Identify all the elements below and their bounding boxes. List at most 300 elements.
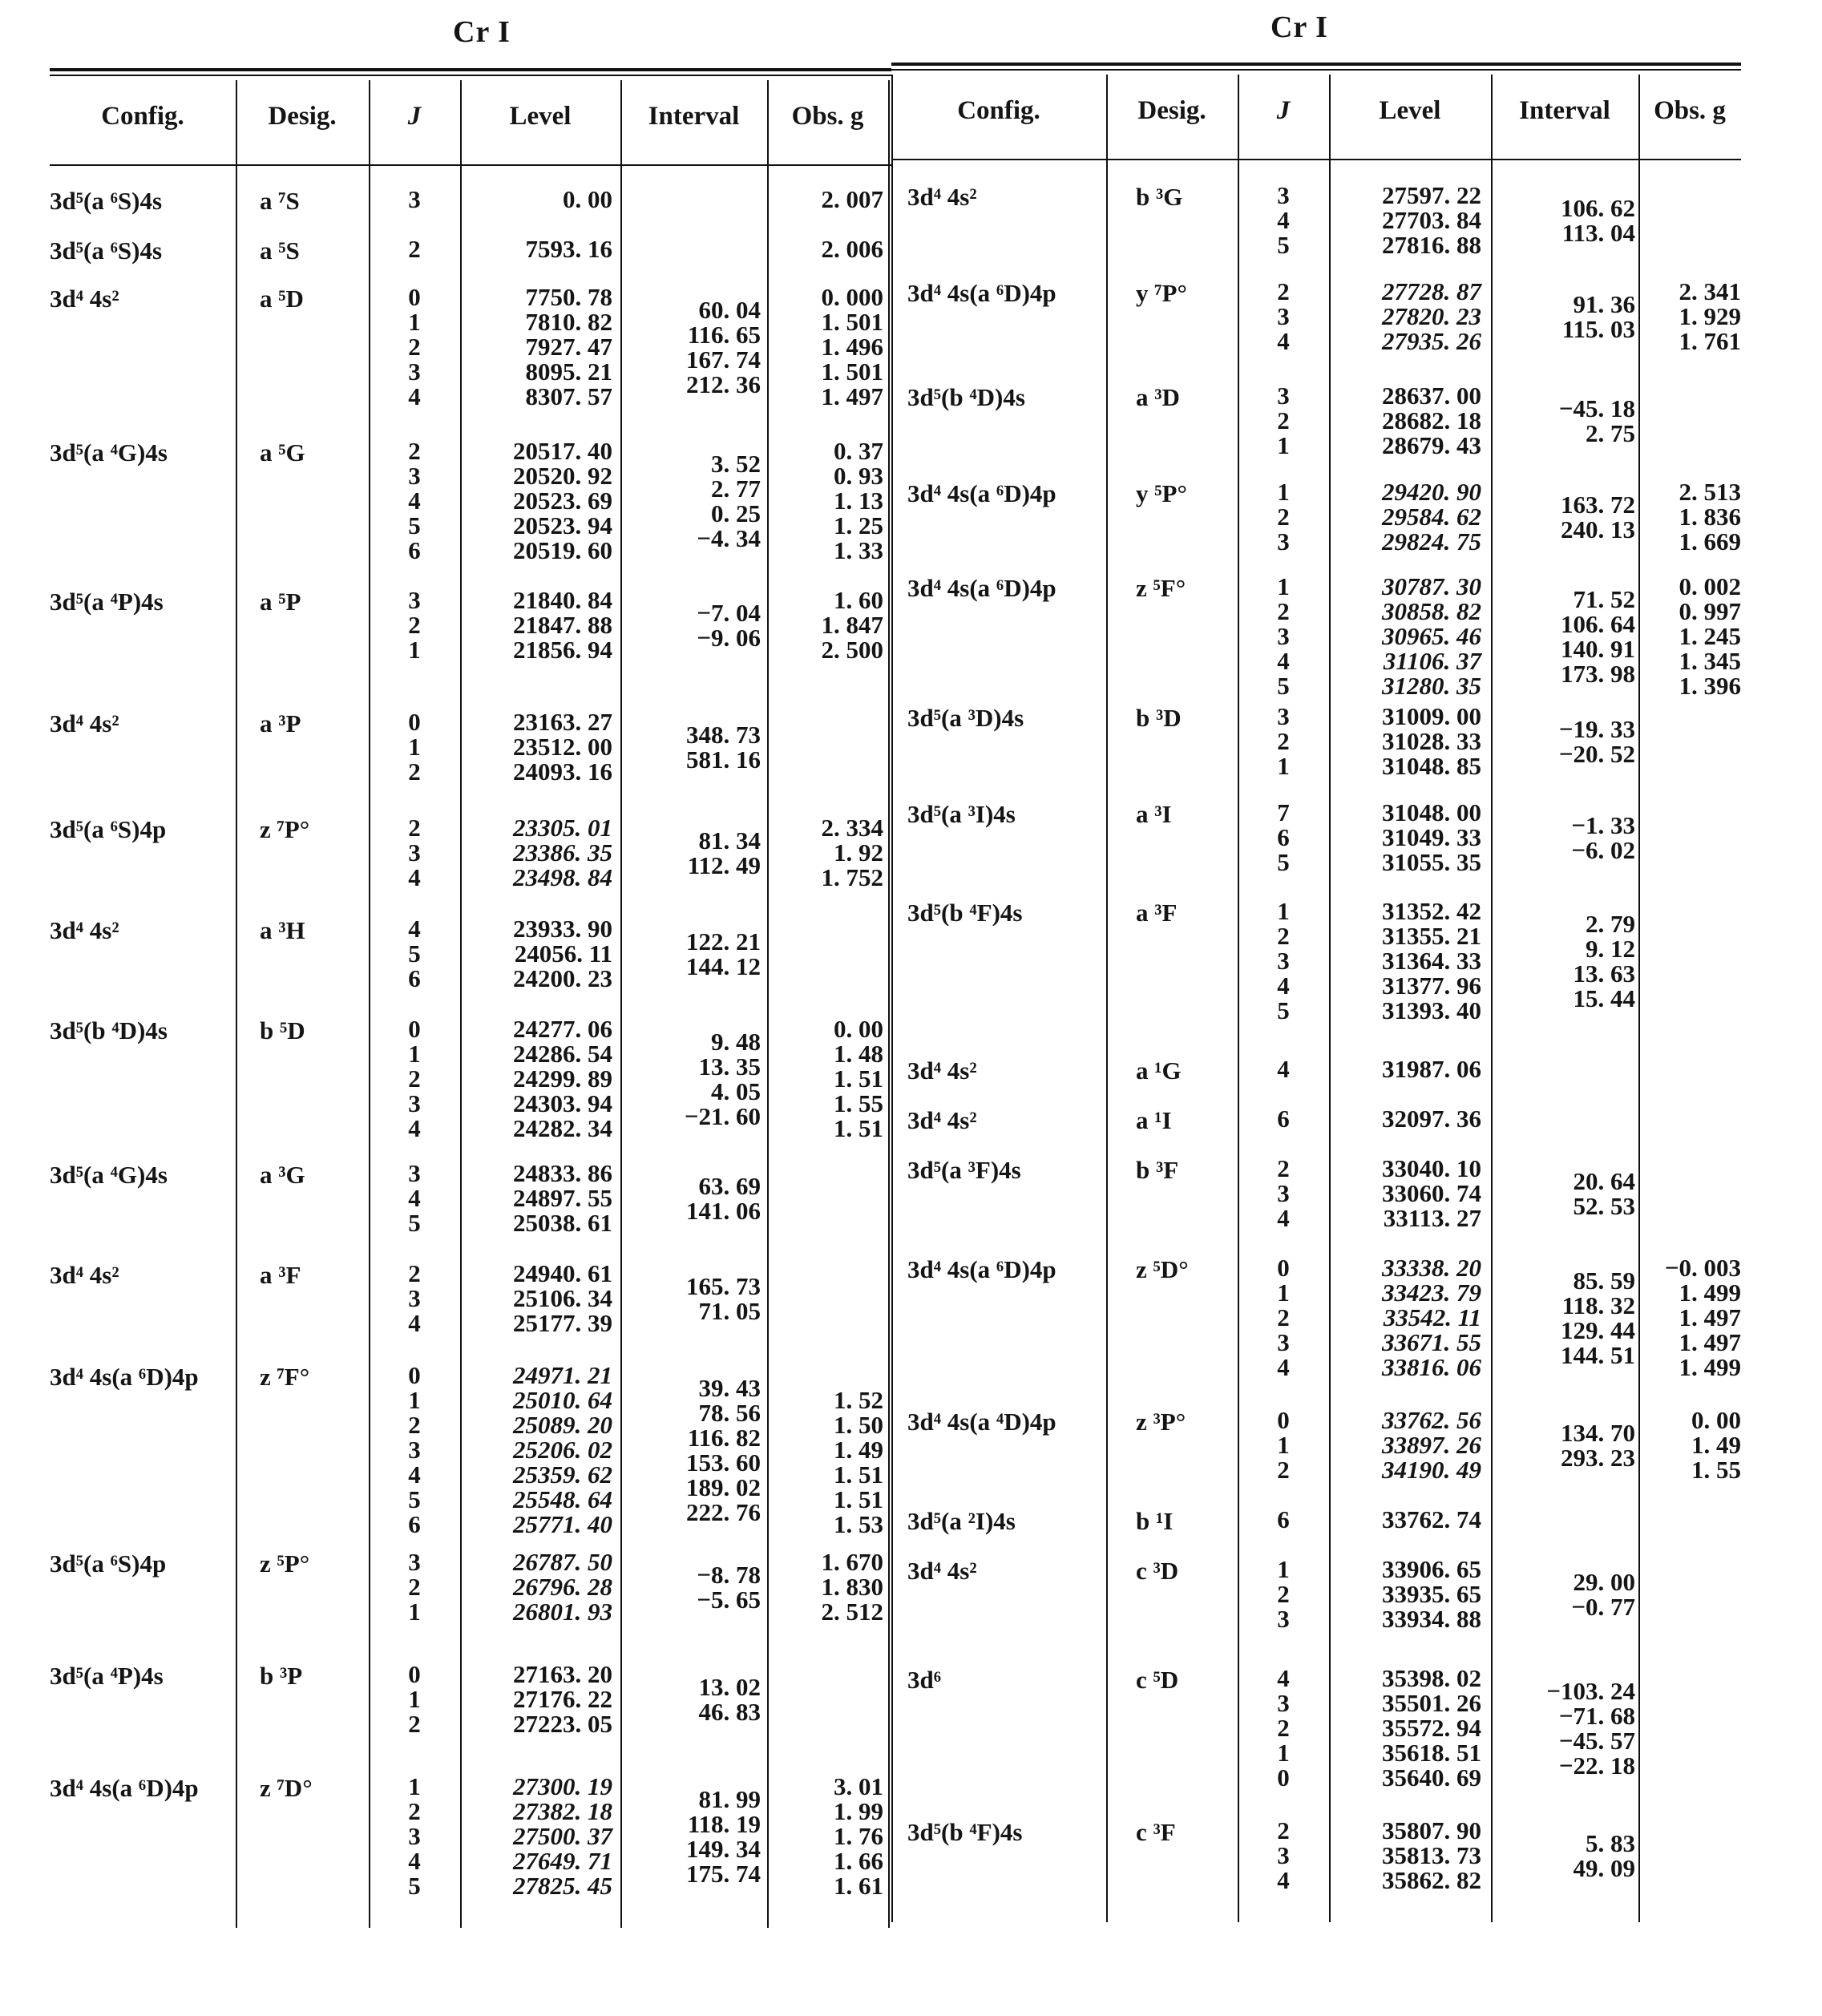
interval-value: 348. 73 [686, 721, 761, 749]
j-value: 3 [1277, 1605, 1290, 1633]
interval-value: 144. 51 [1561, 1341, 1635, 1369]
obs-g-value: 2. 513 [1679, 478, 1741, 506]
level-value: 24940. 61 [513, 1259, 612, 1287]
interval-value: 15. 44 [1573, 984, 1635, 1012]
interval-value: 212. 36 [686, 370, 761, 398]
obs-g-value: 0. 000 [821, 283, 883, 311]
j-value: 1 [1277, 752, 1290, 780]
config-cell: 3d⁵(a ³I)4s [907, 800, 1016, 828]
obs-g-value: 1. 66 [834, 1847, 883, 1875]
obs-g-value: 0. 00 [834, 1015, 883, 1043]
j-value: 2 [1277, 1456, 1290, 1484]
level-value: 23163. 27 [513, 708, 612, 736]
designation-cell: a ³F [260, 1261, 301, 1289]
interval-value: 116. 65 [687, 321, 761, 349]
level-value: 25010. 64 [513, 1386, 612, 1414]
config-cell: 3d⁴ 4s(a ⁶D)4p [907, 1255, 1056, 1283]
j-value: 5 [1277, 672, 1290, 700]
right-page-title: Cr I [1271, 10, 1328, 44]
obs-g-value: 1. 497 [1679, 1328, 1741, 1356]
obs-g-value: 1. 501 [821, 358, 883, 386]
config-cell: 3d⁵(b ⁴D)4s [907, 383, 1025, 411]
j-value: 4 [408, 382, 421, 410]
interval-value: 20. 64 [1573, 1167, 1635, 1195]
config-cell: 3d⁵(a ⁴G)4s [50, 1161, 168, 1189]
obs-g-value: 1. 49 [834, 1436, 883, 1464]
j-value: 1 [408, 1772, 421, 1800]
config-cell: 3d⁶ [907, 1666, 942, 1694]
level-value: 21840. 84 [513, 586, 612, 614]
j-value: 1 [408, 636, 421, 664]
interval-value: 118. 32 [1561, 1291, 1635, 1319]
obs-g-value: 1. 48 [834, 1040, 883, 1068]
header-level: Level [509, 102, 572, 131]
obs-g-value: 0. 00 [1691, 1406, 1741, 1434]
j-value: 2 [408, 1797, 421, 1825]
level-value: 20519. 60 [513, 536, 612, 564]
j-value: 5 [1277, 231, 1290, 259]
level-value: 28679. 43 [1382, 431, 1481, 459]
interval-value: 60. 04 [698, 296, 761, 324]
designation-cell: b ⁵D [260, 1016, 305, 1044]
level-value: 33040. 10 [1382, 1154, 1481, 1182]
level-value: 35813. 73 [1382, 1841, 1481, 1869]
interval-value: −19. 33 [1558, 715, 1635, 743]
j-value: 5 [408, 939, 421, 968]
interval-value: 2. 79 [1586, 910, 1635, 938]
header-config: Config. [101, 102, 184, 131]
j-value: 1 [408, 1386, 421, 1414]
left-table [50, 68, 891, 1928]
level-value: 27825. 45 [513, 1872, 612, 1900]
level-value: 31028. 33 [1382, 727, 1481, 755]
level-value: 33338. 20 [1382, 1254, 1481, 1282]
config-cell: 3d⁴ 4s(a ⁴D)4p [907, 1408, 1056, 1436]
header-desig: Desig. [1137, 96, 1206, 125]
designation-cell: a ³I [1136, 800, 1172, 828]
interval-value: 222. 76 [686, 1498, 761, 1526]
obs-g-value: 1. 499 [1679, 1353, 1741, 1381]
level-value: 29824. 75 [1382, 527, 1481, 556]
level-value: 31987. 06 [1382, 1055, 1481, 1083]
obs-g-value: 1. 51 [834, 1065, 883, 1093]
j-value: 3 [408, 838, 421, 867]
level-value: 24303. 94 [513, 1089, 612, 1117]
obs-g-value: 1. 76 [834, 1822, 883, 1850]
interval-value: −103. 24 [1546, 1677, 1635, 1705]
interval-value: −21. 60 [684, 1102, 761, 1130]
j-value: 4 [408, 487, 421, 515]
level-value: 27500. 37 [513, 1822, 612, 1850]
j-value: 3 [1277, 622, 1290, 650]
level-value: 27703. 84 [1382, 206, 1481, 234]
level-value: 31280. 35 [1382, 672, 1481, 700]
level-value: 20523. 94 [513, 511, 612, 539]
interval-value: 39. 43 [698, 1374, 761, 1402]
j-value: 5 [408, 1209, 421, 1237]
obs-g-value: 1. 345 [1679, 647, 1741, 675]
config-cell: 3d⁴ 4s(a ⁶D)4p [907, 479, 1056, 507]
obs-g-value: 1. 51 [834, 1114, 883, 1142]
level-value: 31352. 42 [1382, 897, 1481, 925]
config-cell: 3d⁵(a ³F)4s [907, 1156, 1021, 1184]
level-value: 33897. 26 [1382, 1431, 1481, 1459]
interval-value: 78. 56 [698, 1399, 761, 1427]
j-value: 2 [408, 1411, 421, 1439]
obs-g-value: 0. 93 [834, 462, 883, 490]
obs-g-value: 1. 51 [834, 1460, 883, 1489]
j-value: 2 [408, 611, 421, 639]
designation-cell: b ³F [1136, 1156, 1179, 1184]
level-value: 7750. 78 [525, 283, 612, 311]
config-cell: 3d⁴ 4s² [907, 1106, 977, 1134]
config-cell: 3d⁴ 4s² [907, 1056, 977, 1085]
j-value: 1 [1277, 572, 1290, 600]
level-value: 30858. 82 [1382, 597, 1481, 625]
designation-cell: c ⁵D [1136, 1666, 1179, 1694]
level-value: 8307. 57 [525, 382, 612, 410]
j-value: 2 [1277, 503, 1290, 531]
j-value: 0 [408, 1015, 421, 1043]
level-value: 31049. 33 [1382, 823, 1481, 851]
obs-g-value: 1. 929 [1679, 302, 1741, 330]
j-value: 3 [1277, 1179, 1290, 1207]
designation-cell: y ⁷P° [1136, 279, 1187, 307]
level-value: 25359. 62 [513, 1460, 612, 1489]
level-value: 23933. 90 [513, 915, 612, 943]
designation-cell: z ³P° [1136, 1408, 1186, 1436]
config-cell: 3d⁵(a ⁴G)4s [50, 438, 168, 467]
level-value: 25548. 64 [513, 1485, 612, 1513]
interval-value: 112. 49 [687, 851, 761, 879]
designation-cell: c ³D [1136, 1557, 1179, 1585]
level-value: 33906. 65 [1382, 1555, 1481, 1583]
interval-value: 165. 73 [686, 1272, 761, 1300]
j-value: 5 [1277, 848, 1290, 876]
level-value: 26796. 28 [513, 1573, 612, 1601]
j-value: 4 [408, 915, 421, 943]
j-value: 6 [408, 964, 421, 992]
obs-g-value: 1. 670 [821, 1548, 883, 1576]
level-value: 34190. 49 [1382, 1456, 1481, 1484]
header-j: J [1276, 96, 1291, 125]
interval-value: 581. 16 [686, 745, 761, 774]
j-value: 0 [408, 1660, 421, 1688]
config-cell: 3d⁵(a ⁶S)4s [50, 187, 163, 215]
interval-value: 140. 91 [1561, 635, 1635, 663]
designation-cell: z ⁷D° [260, 1774, 313, 1802]
j-value: 2 [408, 1573, 421, 1601]
obs-g-value: 1. 55 [834, 1089, 883, 1117]
obs-g-value: 0. 37 [834, 437, 883, 465]
interval-value: 4. 05 [711, 1077, 761, 1105]
level-value: 24299. 89 [513, 1065, 612, 1093]
obs-g-value: 0. 997 [1679, 597, 1741, 625]
config-cell: 3d⁵(b ⁴F)4s [907, 1818, 1023, 1846]
interval-value: 52. 53 [1573, 1192, 1635, 1220]
obs-g-value: 1. 33 [834, 536, 883, 564]
obs-g-value: 1. 669 [1679, 527, 1741, 556]
j-value: 2 [1277, 922, 1290, 950]
j-value: 3 [408, 1284, 421, 1312]
level-value: 31364. 33 [1382, 947, 1481, 975]
interval-value: 29. 00 [1573, 1568, 1635, 1596]
obs-g-value: 1. 752 [821, 863, 883, 891]
level-value: 30965. 46 [1382, 622, 1481, 650]
designation-cell: a ³P [260, 709, 301, 737]
interval-value: 293. 23 [1561, 1444, 1635, 1472]
j-value: 4 [1277, 327, 1290, 355]
level-value: 28682. 18 [1382, 406, 1481, 434]
interval-value: 3. 52 [711, 450, 761, 478]
level-value: 7810. 82 [525, 308, 612, 336]
j-value: 2 [408, 1065, 421, 1093]
config-cell: 3d⁵(a ⁶S)4p [50, 1549, 167, 1578]
j-value: 6 [1277, 823, 1290, 851]
interval-value: 173. 98 [1561, 660, 1635, 688]
config-cell: 3d⁴ 4s(a ⁶D)4p [50, 1774, 199, 1802]
level-value: 29584. 62 [1382, 503, 1481, 531]
j-value: 1 [408, 1040, 421, 1068]
j-value: 6 [408, 1510, 421, 1538]
obs-g-value: 1. 49 [1691, 1431, 1741, 1459]
interval-value: 240. 13 [1561, 515, 1635, 543]
level-value: 25038. 61 [513, 1209, 612, 1237]
j-value: 1 [408, 1685, 421, 1713]
level-value: 0. 00 [563, 185, 612, 213]
obs-g-value: 2. 334 [821, 814, 883, 842]
level-value: 27649. 71 [513, 1847, 612, 1875]
config-cell: 3d⁴ 4s(a ⁶D)4p [907, 279, 1056, 307]
interval-value: 13. 35 [698, 1052, 761, 1081]
j-value: 3 [1277, 947, 1290, 975]
level-value: 33423. 79 [1382, 1279, 1481, 1307]
obs-g-value: 1. 55 [1691, 1456, 1741, 1484]
interval-value: 189. 02 [686, 1473, 761, 1501]
designation-cell: z ⁷P° [260, 815, 310, 843]
j-value: 4 [1277, 647, 1290, 675]
left-page-title: Cr I [453, 15, 511, 49]
designation-cell: a ³H [260, 916, 305, 944]
interval-value: −4. 34 [697, 524, 761, 552]
designation-cell: z ⁵P° [260, 1549, 310, 1578]
j-value: 4 [408, 1460, 421, 1489]
j-value: 2 [1277, 1580, 1290, 1608]
header-obs-g: Obs. g [791, 102, 864, 131]
obs-g-value: 1. 245 [1679, 622, 1741, 650]
designation-cell: a ¹I [1136, 1106, 1172, 1134]
config-cell: 3d⁴ 4s² [50, 1261, 119, 1289]
designation-cell: b ¹I [1136, 1507, 1174, 1535]
level-value: 33060. 74 [1382, 1179, 1481, 1207]
j-value: 5 [408, 1485, 421, 1513]
header-desig: Desig. [268, 102, 337, 131]
obs-g-value: 1. 830 [821, 1573, 883, 1601]
level-value: 35501. 26 [1382, 1689, 1481, 1717]
obs-g-value: −0. 003 [1664, 1254, 1741, 1282]
level-value: 26801. 93 [513, 1598, 612, 1626]
level-value: 33542. 11 [1383, 1303, 1481, 1331]
j-value: 4 [1277, 1353, 1290, 1381]
j-value: 3 [408, 1822, 421, 1850]
j-value: 3 [408, 1436, 421, 1464]
config-cell: 3d⁴ 4s² [907, 1557, 977, 1585]
level-value: 30787. 30 [1382, 572, 1481, 600]
level-value: 35618. 51 [1382, 1739, 1481, 1767]
designation-cell: z ⁵D° [1136, 1255, 1189, 1283]
j-value: 0 [1277, 1763, 1290, 1792]
interval-value: −0. 77 [1571, 1593, 1635, 1621]
interval-value: −6. 02 [1571, 836, 1635, 864]
j-value: 1 [1277, 1555, 1290, 1583]
config-cell: 3d⁵(b ⁴D)4s [50, 1016, 168, 1044]
obs-g-value: 1. 499 [1679, 1279, 1741, 1307]
level-value: 20517. 40 [513, 437, 612, 465]
j-value: 1 [1277, 431, 1290, 459]
interval-value: −45. 57 [1558, 1727, 1635, 1755]
obs-g-value: 2. 500 [821, 636, 883, 664]
j-value: 1 [408, 733, 421, 761]
interval-value: 115. 03 [1561, 315, 1635, 343]
interval-value: −71. 68 [1558, 1702, 1635, 1730]
level-value: 25771. 40 [513, 1510, 612, 1538]
level-value: 24897. 55 [513, 1184, 612, 1212]
config-cell: 3d⁴ 4s² [50, 916, 119, 944]
interval-value: 63. 69 [698, 1172, 761, 1200]
interval-value: −22. 18 [1558, 1751, 1635, 1780]
obs-g-value: 1. 52 [834, 1386, 883, 1414]
j-value: 3 [1277, 1689, 1290, 1717]
config-cell: 3d⁵(b ⁴F)4s [907, 899, 1023, 927]
interval-value: −5. 65 [697, 1586, 761, 1614]
j-value: 1 [1277, 897, 1290, 925]
interval-value: −8. 78 [697, 1561, 761, 1589]
level-value: 35862. 82 [1382, 1866, 1481, 1894]
level-value: 23512. 00 [513, 733, 612, 761]
level-value: 33113. 27 [1383, 1204, 1481, 1232]
j-value: 2 [1277, 1154, 1290, 1182]
j-value: 1 [1277, 1431, 1290, 1459]
j-value: 3 [408, 462, 421, 490]
level-value: 33935. 65 [1382, 1580, 1481, 1608]
designation-cell: a ³G [260, 1161, 305, 1189]
j-value: 4 [1277, 1866, 1290, 1894]
interval-value: 153. 60 [686, 1448, 761, 1477]
header-interval: Interval [648, 102, 740, 131]
level-value: 31048. 85 [1382, 752, 1481, 780]
j-value: 0 [408, 708, 421, 736]
obs-g-value: 2. 007 [821, 185, 883, 213]
obs-g-value: 1. 497 [821, 382, 883, 410]
level-value: 21856. 94 [513, 636, 612, 664]
level-value: 25106. 34 [513, 1284, 612, 1312]
j-value: 0 [1277, 1406, 1290, 1434]
j-value: 5 [1277, 996, 1290, 1024]
level-value: 26787. 50 [513, 1548, 612, 1576]
obs-g-value: 0. 002 [1679, 572, 1741, 600]
level-value: 27597. 22 [1382, 181, 1481, 209]
obs-g-value: 1. 61 [834, 1872, 883, 1900]
obs-g-value: 1. 13 [834, 487, 883, 515]
level-value: 28637. 00 [1382, 382, 1481, 410]
level-value: 23386. 35 [513, 838, 612, 867]
j-value: 2 [408, 758, 421, 786]
interval-value: 13. 63 [1573, 960, 1635, 988]
designation-cell: y ⁵P° [1136, 479, 1187, 507]
interval-value: 9. 12 [1586, 935, 1635, 963]
j-value: 2 [408, 1710, 421, 1738]
config-cell: 3d⁴ 4s² [907, 183, 977, 211]
j-value: 3 [408, 586, 421, 614]
level-value: 33762. 74 [1382, 1505, 1481, 1533]
obs-g-value: 1. 501 [821, 308, 883, 336]
j-value: 2 [1277, 597, 1290, 625]
j-value: 3 [408, 1089, 421, 1117]
interval-value: 134. 70 [1561, 1419, 1635, 1447]
level-value: 20520. 92 [513, 462, 612, 490]
right-table [891, 63, 1741, 1922]
level-value: 31048. 00 [1382, 798, 1481, 826]
level-value: 21847. 88 [513, 611, 612, 639]
interval-value: −7. 04 [697, 599, 761, 627]
interval-value: −45. 18 [1558, 394, 1635, 422]
j-value: 2 [408, 235, 421, 263]
level-value: 27728. 87 [1382, 277, 1481, 305]
level-value: 27382. 18 [513, 1797, 612, 1825]
level-value: 27935. 26 [1382, 327, 1481, 355]
header-obs-g: Obs. g [1654, 96, 1726, 125]
interval-value: 106. 64 [1561, 610, 1635, 638]
j-value: 5 [408, 1872, 421, 1900]
obs-g-value: 1. 497 [1679, 1303, 1741, 1331]
j-value: 2 [1277, 1816, 1290, 1844]
interval-value: 81. 99 [698, 1785, 761, 1813]
j-value: 2 [1277, 727, 1290, 755]
level-value: 35807. 90 [1382, 1816, 1481, 1844]
header-config: Config. [957, 96, 1040, 125]
level-value: 24200. 23 [513, 964, 612, 992]
header-level: Level [1379, 96, 1441, 125]
j-value: 4 [408, 1184, 421, 1212]
j-value: 3 [1277, 527, 1290, 556]
j-value: 0 [1277, 1254, 1290, 1282]
j-value: 4 [408, 1114, 421, 1142]
designation-cell: b ³D [1136, 704, 1182, 732]
interval-value: −9. 06 [697, 624, 761, 652]
level-value: 27163. 20 [513, 1660, 612, 1688]
level-value: 33934. 88 [1382, 1605, 1481, 1633]
level-value: 24286. 54 [513, 1040, 612, 1068]
level-value: 24277. 06 [513, 1015, 612, 1043]
interval-value: −20. 52 [1558, 740, 1635, 768]
config-cell: 3d⁵(a ⁶S)4s [50, 236, 163, 265]
config-cell: 3d⁵(a ⁴P)4s [50, 588, 164, 616]
obs-g-value: 1. 53 [834, 1510, 883, 1538]
designation-cell: b ³P [260, 1662, 303, 1690]
j-value: 3 [1277, 181, 1290, 209]
interval-value: 113. 04 [1561, 219, 1635, 247]
designation-cell: z ⁷F° [260, 1363, 310, 1391]
j-value: 4 [1277, 206, 1290, 234]
designation-cell: a ⁵D [260, 285, 304, 313]
level-value: 29420. 90 [1382, 478, 1481, 506]
j-value: 3 [1277, 1841, 1290, 1869]
j-value: 1 [1277, 478, 1290, 506]
interval-value: 81. 34 [698, 826, 761, 854]
j-value: 1 [408, 308, 421, 336]
obs-g-value: 2. 512 [821, 1598, 883, 1626]
level-value: 27300. 19 [513, 1772, 612, 1800]
